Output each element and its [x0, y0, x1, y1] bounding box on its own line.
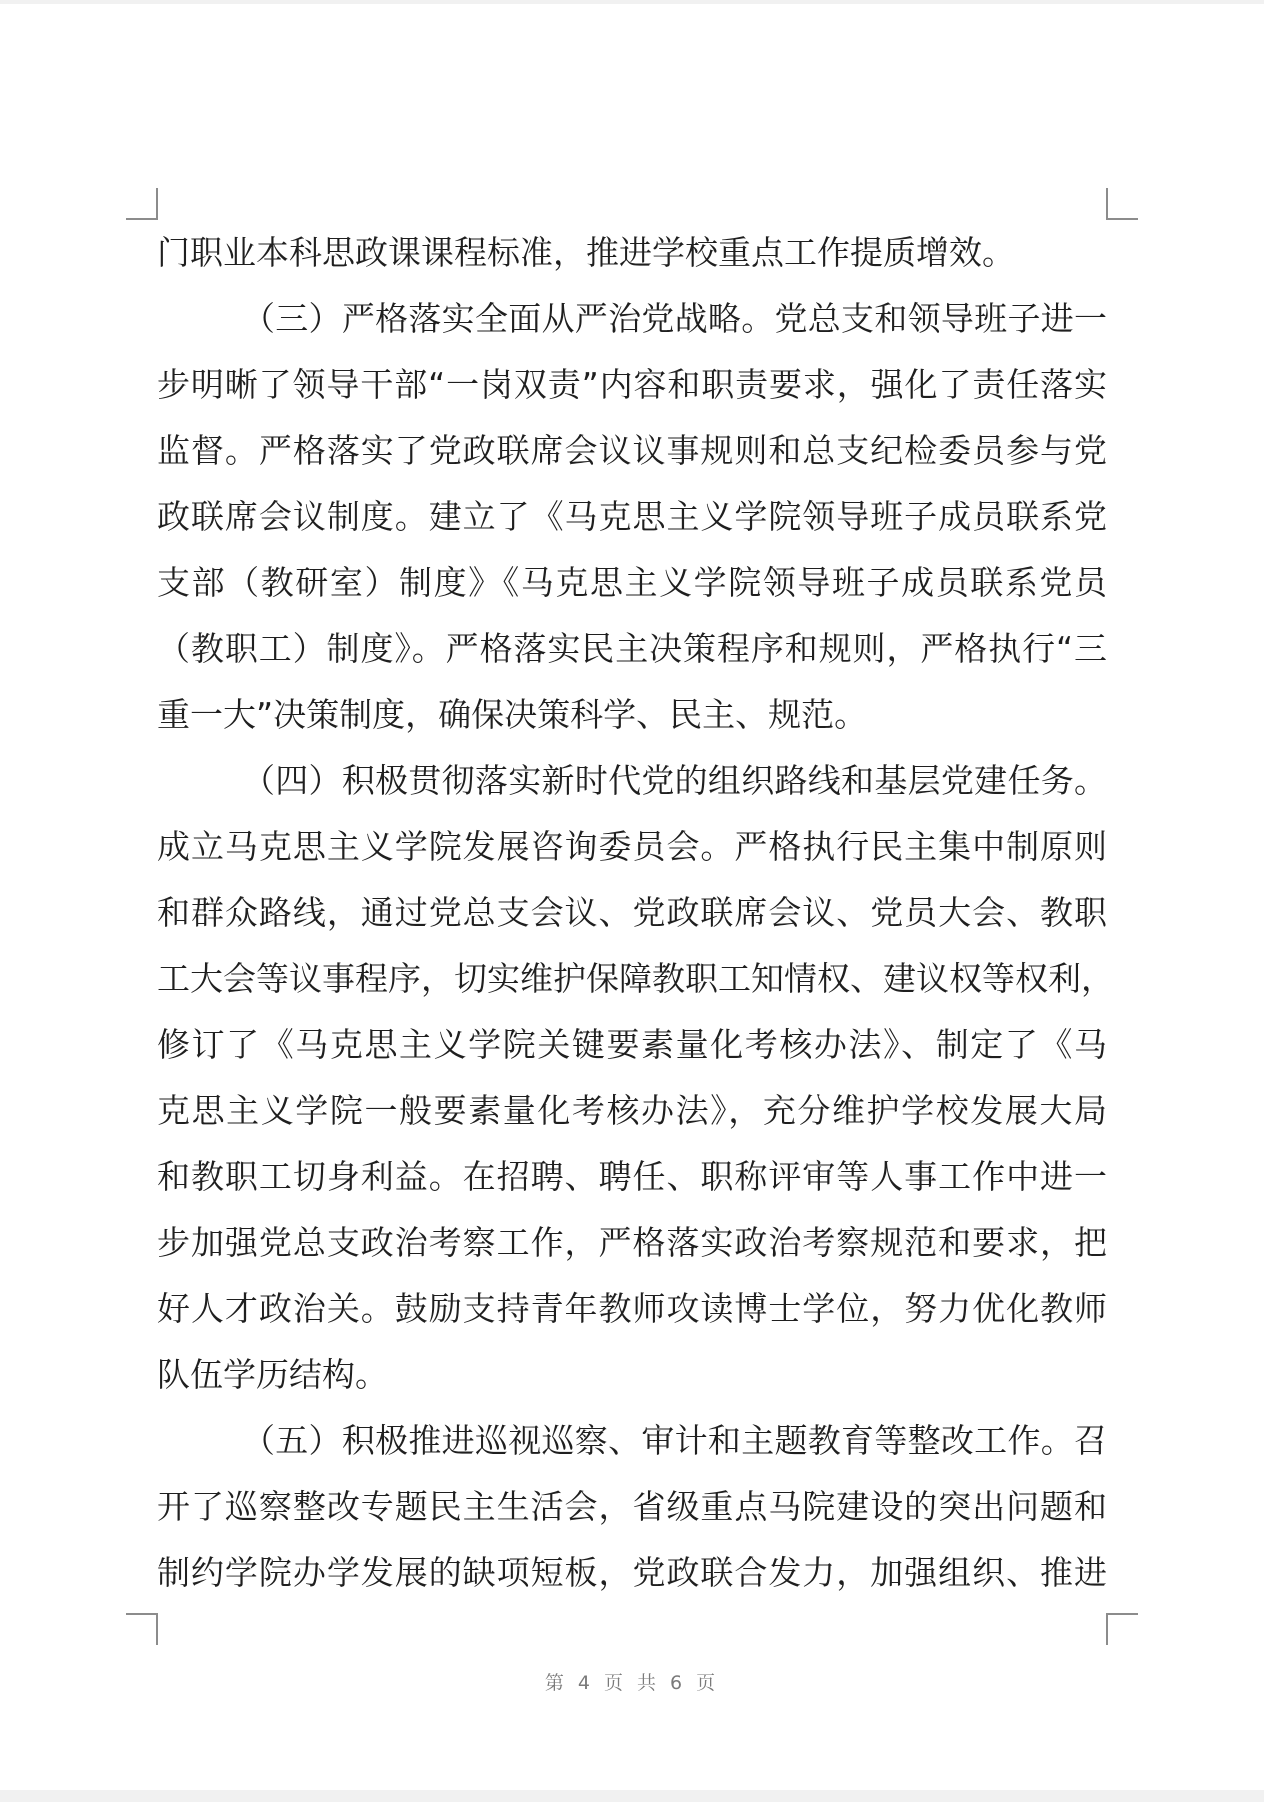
text-line: 监督。严格落实了党政联席会议议事规则和总支纪检委员参与党: [157, 431, 1107, 470]
margin-corner-bottom-right: [1106, 1613, 1138, 1645]
text-line: 克思主义学院一般要素量化考核办法》，充分维护学校发展大局: [157, 1091, 1107, 1130]
text-line: （四）积极贯彻落实新时代党的组织路线和基层党建任务。: [242, 761, 1107, 800]
text-line: 修订了《马克思主义学院关键要素量化考核办法》、制定了《马: [157, 1025, 1107, 1064]
text-line: 开了巡察整改专题民主生活会，省级重点马院建设的突出问题和: [157, 1487, 1107, 1526]
margin-corner-top-right: [1106, 188, 1138, 220]
text-line: 好人才政治关。鼓励支持青年教师攻读博士学位，努力优化教师: [157, 1289, 1107, 1328]
page-number-footer: 第 4 页 共 6 页: [544, 1672, 720, 1694]
text-line: 步加强党总支政治考察工作，严格落实政治考察规范和要求，把: [157, 1223, 1107, 1262]
text-line: 支部（教研室）制度》《马克思主义学院领导班子成员联系党员: [157, 563, 1107, 602]
text-line: 政联席会议制度。建立了《马克思主义学院领导班子成员联系党: [157, 497, 1107, 536]
text-line: 制约学院办学发展的缺项短板，党政联合发力，加强组织、推进: [157, 1553, 1107, 1592]
margin-corner-bottom-left: [126, 1613, 158, 1645]
text-line: 工大会等议事程序，切实维护保障教职工知情权、建议权等权利，: [157, 959, 1114, 998]
document-page: [0, 4, 1264, 1790]
document-body: [157, 220, 1114, 1606]
text-line: 队伍学历结构。: [157, 1355, 388, 1394]
text-line: 和教职工切身利益。在招聘、聘任、职称评审等人事工作中进一: [157, 1157, 1107, 1196]
margin-corner-top-left: [126, 188, 158, 220]
text-line: 成立马克思主义学院发展咨询委员会。严格执行民主集中制原则: [157, 827, 1107, 866]
text-line: （教职工）制度》。严格落实民主决策程序和规则，严格执行“三: [157, 629, 1107, 668]
text-line: 门职业本科思政课课程标准，推进学校重点工作提质增效。: [157, 233, 1015, 272]
text-line: 步明晰了领导干部“一岗双责”内容和职责要求，强化了责任落实: [157, 365, 1107, 404]
text-line: 和群众路线，通过党总支会议、党政联席会议、党员大会、教职: [157, 893, 1107, 932]
text-line: （三）严格落实全面从严治党战略。党总支和领导班子进一: [242, 299, 1107, 338]
text-line: （五）积极推进巡视巡察、审计和主题教育等整改工作。召: [242, 1421, 1107, 1460]
text-line: 重一大”决策制度，确保决策科学、民主、规范。: [157, 695, 868, 734]
